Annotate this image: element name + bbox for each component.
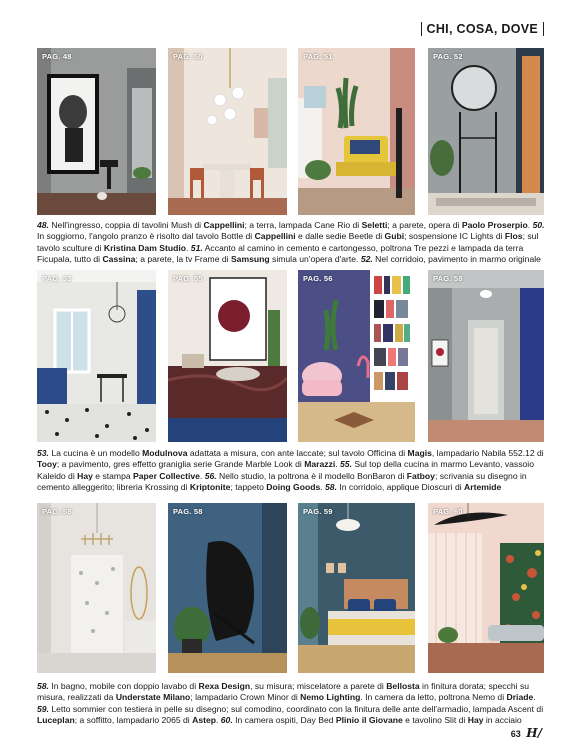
photo-study — [298, 270, 415, 442]
page-tag: PAG. 58 — [173, 507, 203, 516]
photo-kitchen — [37, 270, 156, 442]
brand-name: Flos — [504, 231, 523, 242]
brand-name: Plinio il Giovane — [335, 715, 403, 726]
photo-dining — [168, 48, 287, 215]
brand-name: Doing Goods — [266, 482, 321, 493]
brand-name: Cappellini — [203, 220, 245, 230]
page-tag: PAG. 53 — [42, 274, 72, 283]
photo-entrance — [37, 48, 156, 215]
brand-name: Samsung — [230, 254, 270, 265]
caption-text: 53. La cucina è un modello Modulnova adattata a misura, con ante laccate; sul tavolo Officina di Magis, lampadario Nabila 552.12 di Tooy; a pavimento, gres effetto graniglia serie Grande Marble Look di Marazzi. 55. Sul top della cucina in marmo Levanto, vassoio Kaleido di Hay e stampa Paper Collective. 56. Nello studio, la poltrona è il modello BonBaron di Fatboy; scrivania su disegno in cemento alleggerito; libreria Krossing di Kriptonite; tappeto Doing Goods. 58. In corridoio, applique Dioscuri di Artemide — [37, 448, 544, 493]
caption-row-2 — [37, 448, 547, 494]
caption-number: 59. — [37, 703, 49, 714]
brand-name: Understate Milano — [115, 692, 191, 703]
brand-name: Paolo Proserpio — [461, 220, 528, 230]
caption-row-1 — [37, 220, 547, 266]
caption-number: 51. — [190, 242, 203, 253]
caption-number: 55. — [340, 459, 352, 470]
page-tag: PAG. 55 — [173, 274, 203, 283]
brand-name: Cappellini — [254, 231, 296, 242]
caption-number: 52. — [360, 254, 373, 265]
page-footer — [511, 726, 542, 740]
brand-name: Rexa Design — [198, 681, 251, 691]
magazine-logo: H/ — [526, 726, 542, 740]
caption-number: 53. — [37, 448, 49, 458]
page-tag: PAG. 58 — [42, 507, 72, 516]
photo-kitchen-top — [168, 270, 287, 442]
brand-name: Magis — [407, 448, 432, 458]
brand-name: Astep — [192, 715, 216, 726]
brand-name: Kriptonite — [189, 482, 231, 493]
page-tag: PAG. 58 — [433, 274, 463, 283]
caption-number: 48. — [37, 220, 49, 230]
brand-name: Kristina Dam Studio — [103, 242, 187, 253]
caption-number: 56. — [204, 470, 217, 481]
section-title: CHI, COSA, DOVE — [421, 22, 544, 36]
page-tag: PAG. 60 — [433, 507, 463, 516]
page-tag: PAG. 56 — [303, 274, 333, 283]
caption-number: 50. — [532, 220, 545, 230]
brand-name: Bellosta — [386, 681, 420, 691]
brand-name: Hay — [467, 715, 484, 726]
photo-bedroom-armchair — [168, 503, 287, 673]
brand-name: Modulnova — [142, 448, 188, 458]
brand-name: Nemo Lighting — [300, 692, 361, 703]
photo-corridor-applique — [428, 270, 544, 442]
brand-name: Paper Collective — [133, 470, 200, 481]
brand-name: Artemide — [464, 482, 502, 493]
brand-name: Luceplan — [37, 715, 75, 726]
brand-name: Driade — [506, 692, 534, 703]
caption-number: 60. — [220, 715, 233, 726]
caption-text: 58. In bagno, mobile con doppio lavabo di Rexa Design, su misura; miscelatore a parete di Bellosta in finitura dorata; specchi su misura, realizzati da Understate Milano; lampadario Crown Minor di Nemo Lighting. In camera da letto, poltrona Nemo di Driade. 59. Letto sommier con testiera in pelle su disegno; sul comodino, coordinato con la finitura delle ante dell'armadio, lampada Ascent di Luceplan; a soffitto, lampadario 2065 di Astep. 60. In camera ospiti, Day Bed Plinio il Giovane e tavolino Slit di Hay in acciaio — [37, 681, 544, 726]
photo-corridor — [428, 48, 544, 215]
brand-name: Cassina — [102, 254, 136, 265]
brand-name: Fatboy — [406, 470, 435, 481]
page-tag: PAG. 51 — [303, 52, 333, 61]
photo-living-armchair — [298, 48, 415, 215]
photo-bathroom — [37, 503, 156, 673]
page-number: 63 — [510, 729, 521, 739]
brand-name: Tooy — [37, 459, 57, 470]
brand-name: Marazzi — [304, 459, 336, 470]
page-tag: PAG. 48 — [42, 52, 72, 61]
brand-name: Gubi — [384, 231, 405, 242]
caption-row-3 — [37, 681, 547, 727]
caption-text: 48. Nell'ingresso, coppia di tavolini Mush di Cappellini; a terra, lampada Cane Rio di Seletti; a parete, opera di Paolo Proserpio. 50. In soggiorno, l'angolo pranzo è risolto dal tavolo Bottle di Cappellini e dalle sedie Beetle di Gubi; sospensione IC Lights di Flos; sul tavolo sculture di Kristina Dam Studio. 51. Accanto al camino in cemento e cartongesso, poltrona Tre pezzi e lampada da terra Ficupala, tutto di Cassina; a parete, la tv Frame di Samsung simula un'opera d'arte. 52. Nel corridoio, pavimento in marmo originale — [37, 220, 545, 265]
caption-number: 58. — [37, 681, 49, 691]
caption-number: 58. — [325, 482, 337, 493]
page-tag: PAG. 52 — [433, 52, 463, 61]
page-tag: PAG. 59 — [303, 507, 333, 516]
brand-name: Hay — [77, 470, 93, 481]
page-tag: PAG. 50 — [173, 52, 203, 61]
photo-bedroom — [298, 503, 415, 673]
brand-name: Seletti — [361, 220, 388, 230]
photo-guest-room — [428, 503, 544, 673]
